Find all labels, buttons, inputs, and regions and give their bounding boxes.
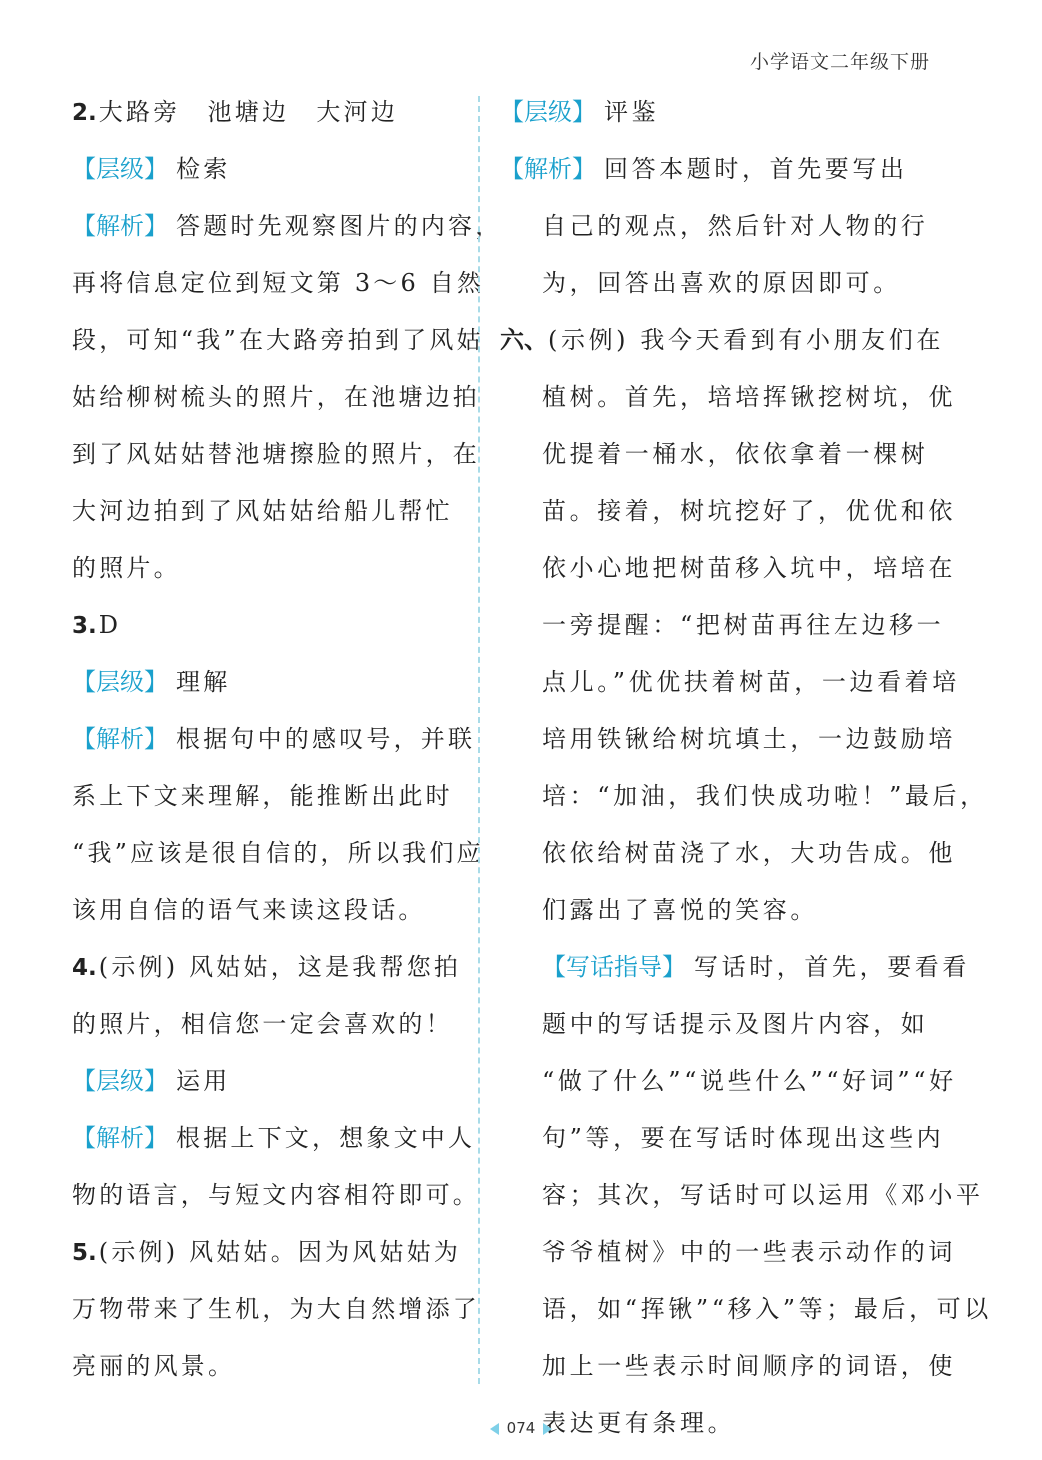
line-text: 运用 [176, 1067, 231, 1095]
line-text: 写话时，首先，要看看 [694, 953, 970, 981]
line-text: 大河边拍到了风姑姑给船儿帮忙 [72, 497, 453, 525]
line-text: “做了什么”“说些什么”“好词”“好 [542, 1067, 957, 1095]
line-text: 大路旁 池塘边 大河边 [98, 98, 398, 126]
text-line [500, 483, 956, 540]
section-tag: 【解析】 [500, 155, 596, 183]
line-text: 苗。接着，树坑挖好了，优优和依 [542, 497, 956, 525]
text-line [72, 1110, 476, 1167]
section-tag: 【解析】 [72, 1124, 168, 1152]
line-text: 的照片，相信您一定会喜欢的！ [72, 1010, 453, 1038]
line-text: 点儿。”优优扶着树苗，一边看着培 [542, 668, 960, 696]
line-text: 们露出了喜悦的笑容。 [542, 896, 818, 924]
section-tag: 【层级】 [500, 98, 596, 126]
line-text: 理解 [176, 668, 231, 696]
text-line [500, 141, 930, 198]
text-line [500, 1281, 992, 1338]
line-text: 系上下文来理解，能推断出此时 [72, 782, 453, 810]
line-text: 亮丽的风景。 [72, 1352, 236, 1380]
line-text: 万物带来了生机，为大自然增添了 [72, 1295, 480, 1323]
text-line [72, 1224, 464, 1281]
text-line [72, 426, 480, 483]
section-tag: 【解析】 [72, 212, 168, 240]
line-text: 一旁提醒：“把树苗再往左边移一 [542, 611, 945, 639]
text-line [500, 84, 930, 141]
text-line [72, 312, 484, 369]
text-line [72, 255, 485, 312]
line-text: 依依给树苗浇了水，大功告成。他 [542, 839, 956, 867]
text-line [72, 711, 476, 768]
line-text: 表达更有条理。 [542, 1409, 736, 1437]
question-number: 4. [72, 955, 97, 981]
section-tag: 【层级】 [72, 155, 168, 183]
section-tag: 【写话指导】 [542, 953, 686, 981]
text-line [500, 882, 930, 939]
line-text: 回答本题时，首先要写出 [604, 155, 908, 183]
text-line [500, 426, 930, 483]
text-line [72, 825, 484, 882]
text-line [500, 825, 956, 882]
text-line [500, 1110, 945, 1167]
text-line [500, 255, 930, 312]
column-divider [478, 96, 480, 1384]
text-line [500, 312, 944, 369]
line-text: 植树。首先，培培挥锹挖树坑，优 [542, 383, 956, 411]
text-line [72, 939, 464, 996]
text-line [72, 198, 503, 255]
line-text: 评鉴 [604, 98, 660, 126]
text-line [500, 654, 960, 711]
line-text: “我”应该是很自信的，所以我们应 [72, 839, 484, 867]
left-column [72, 84, 503, 1395]
text-line [72, 84, 464, 141]
page-footer [0, 1419, 1042, 1437]
text-line [500, 369, 956, 426]
line-text: (示例) 风姑姑，这是我帮您拍 [98, 953, 462, 981]
text-line [500, 540, 956, 597]
line-text: 再将信息定位到短文第 3～6 自然 [72, 269, 485, 297]
line-text: 优提着一桶水，依依拿着一棵树 [542, 440, 929, 468]
text-line [72, 540, 464, 597]
line-text: 物的语言，与短文内容相符即可。 [72, 1181, 480, 1209]
line-text: 到了风姑姑替池塘擦脸的照片，在 [72, 440, 480, 468]
text-line [72, 369, 480, 426]
text-line [72, 1338, 464, 1395]
line-text: 培：“加油，我们快成功啦！”最后， [542, 782, 988, 810]
section-tag: 【层级】 [72, 668, 168, 696]
line-text: 姑给柳树梳头的照片，在池塘边拍 [72, 383, 480, 411]
text-line [500, 939, 970, 996]
text-line [500, 1224, 956, 1281]
text-line [500, 996, 930, 1053]
section-tag: 【解析】 [72, 725, 168, 753]
line-text: (示例) 我今天看到有小朋友们在 [548, 326, 944, 354]
line-text: 容；其次，写话时可以运用《邓小平 [542, 1181, 984, 1209]
line-text: D [98, 611, 122, 639]
text-line [72, 1281, 480, 1338]
question-number: 3. [72, 613, 97, 639]
section-tag: 【层级】 [72, 1067, 168, 1095]
book-title: 小学语文二年级下册 [749, 51, 930, 73]
text-line [72, 141, 464, 198]
text-line [72, 768, 464, 825]
text-line [500, 198, 930, 255]
line-text: 段，可知“我”在大路旁拍到了风姑 [72, 326, 484, 354]
line-text: 句”等，要在写话时体现出这些内 [542, 1124, 945, 1152]
text-line [72, 654, 464, 711]
text-line [500, 711, 956, 768]
line-text: 为，回答出喜欢的原因即可。 [542, 269, 901, 297]
text-line [500, 768, 988, 825]
section-number: 六、 [500, 326, 548, 354]
line-text: 题中的写话提示及图片内容，如 [542, 1010, 929, 1038]
line-text: 自己的观点，然后针对人物的行 [542, 212, 929, 240]
page-number: 074 [506, 1419, 536, 1437]
right-column [500, 84, 992, 1452]
text-line [500, 1167, 984, 1224]
line-text: 爷爷植树》中的一些表示动作的词 [542, 1238, 956, 1266]
line-text: 该用自信的语气来读这段话。 [72, 896, 426, 924]
line-text: 的照片。 [72, 554, 181, 582]
line-text: 语，如“挥锹”“移入”等；最后，可以 [542, 1295, 992, 1323]
text-line [72, 597, 464, 654]
text-line [72, 882, 464, 939]
line-text: 检索 [176, 155, 231, 183]
text-line [500, 1338, 956, 1395]
question-number: 5. [72, 1240, 97, 1266]
text-line [72, 996, 464, 1053]
line-text: 答题时先观察图片的内容， [176, 212, 503, 240]
text-line [72, 1167, 480, 1224]
text-line [500, 597, 945, 654]
line-text: 根据句中的感叹号，并联 [176, 725, 476, 753]
text-line [72, 483, 464, 540]
line-text: 加上一些表示时间顺序的词语，使 [542, 1352, 956, 1380]
line-text: 依小心地把树苗移入坑中，培培在 [542, 554, 956, 582]
left-triangle-icon [490, 1423, 499, 1435]
text-line [72, 1053, 464, 1110]
line-text: 根据上下文，想象文中人 [176, 1124, 476, 1152]
text-line [500, 1053, 957, 1110]
line-text: (示例) 风姑姑。因为风姑姑为 [98, 1238, 462, 1266]
line-text: 培用铁锹给树坑填土，一边鼓励培 [542, 725, 956, 753]
right-triangle-icon [543, 1423, 552, 1435]
question-number: 2. [72, 100, 97, 126]
